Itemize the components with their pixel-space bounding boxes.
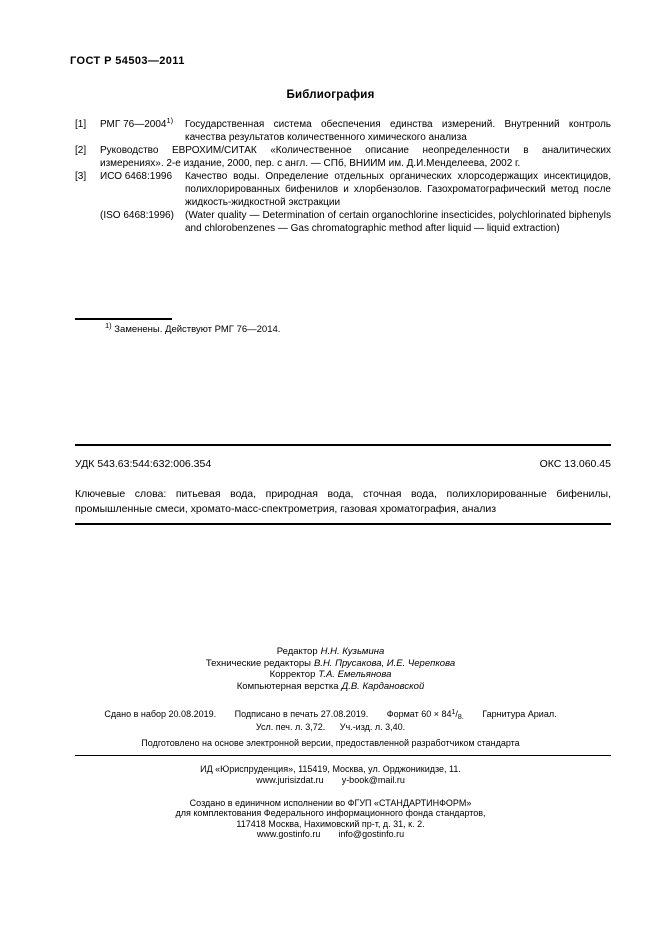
bibliography-entry-1 bbox=[75, 118, 611, 144]
entry-description-english: (Water quality — Determination of certain organochlorine insecticides, polychlorinated biphenyls and chlorobenzenes — Gas chromatographic method after liquid — liquid extraction) bbox=[185, 210, 611, 234]
footnote-text: Заменены. Действуют РМГ 76—2014. bbox=[111, 324, 281, 335]
footnote-separator-rule bbox=[75, 318, 172, 320]
producer-line-1: Создано в единичном исполнении во ФГУП «СТАНДАРТИНФОРМ» bbox=[189, 798, 472, 808]
imprint-format-denominator: 8. bbox=[457, 714, 464, 721]
imprint-format bbox=[387, 709, 464, 719]
producer-address: 117418 Москва, Нахимовский пр-т, д. 31, к. 2. bbox=[236, 818, 425, 829]
credit-line-layout bbox=[0, 681, 661, 693]
credit-role: Технические редакторы bbox=[205, 657, 311, 669]
credit-role: Корректор bbox=[269, 669, 316, 681]
entry-number: [2] bbox=[75, 145, 87, 156]
classification-top-rule bbox=[75, 444, 611, 446]
credit-line-technical-editors bbox=[0, 658, 661, 670]
entry-edition: 2-е издание, 2000, пер. с англ. — СПб, ВНИИМ им. Д.И.Менделеева, 2002 г. bbox=[166, 158, 521, 169]
designation-text: РМГ 76—2004 bbox=[100, 119, 167, 130]
page-title: Библиография bbox=[286, 89, 375, 101]
entry-designation-english: (ISO 6468:1996) bbox=[100, 210, 174, 221]
document-code: ГОСТ Р 54503—2011 bbox=[70, 55, 185, 67]
entry-designation bbox=[100, 118, 185, 131]
entry-description bbox=[100, 144, 611, 170]
publisher-website: www.jurisizdat.ru bbox=[256, 774, 324, 785]
entry-description: Государственная система обеспечения единства измерений. Внутренний контроль качества результатов количественного химического анализа bbox=[185, 119, 611, 143]
credit-role: Компьютерная верстка bbox=[236, 681, 339, 693]
credit-names: Д.В. Кардановской bbox=[341, 681, 425, 693]
entry-number: [3] bbox=[75, 171, 87, 182]
footnote-marker: 1) bbox=[105, 321, 112, 330]
bibliography-entry-2 bbox=[75, 144, 611, 170]
bibliography-entry-3-english bbox=[75, 209, 611, 235]
credit-role: Редактор bbox=[276, 646, 318, 657]
credit-names: Т.А. Емельянова bbox=[318, 669, 392, 681]
entry-description: Качество воды. Определение отдельных органических хлорсодержащих инсектицидов, полихлорированных бифенилов и хлорбензолов. Газохроматографический метод после жидкость-жидкостной экстракции bbox=[185, 171, 611, 208]
udk-code: УДК 543.63:544:632:006.354 bbox=[75, 458, 212, 470]
footnote bbox=[75, 321, 611, 335]
oks-code: ОКС 13.060.45 bbox=[539, 458, 611, 470]
credit-line-editor bbox=[0, 646, 661, 658]
imprint-line-1 bbox=[0, 709, 661, 719]
publisher-block bbox=[0, 764, 661, 785]
classification-row bbox=[75, 458, 611, 470]
credit-names: Н.Н. Кузьмина bbox=[320, 646, 385, 657]
producer-block bbox=[0, 798, 661, 840]
imprint-format-numerator: 1 bbox=[451, 709, 456, 716]
entry-title: Руководство ЕВРОХИМ/СИТАК «Количественное описание неопределенности в аналитических измерениях». bbox=[100, 145, 611, 169]
keywords-paragraph: Ключевые слова: питьевая вода, природная вода, сточная вода, полихлорированные бифенилы, промышленные смеси, хромато-масс-спектрометрия, газовая хроматография, анализ bbox=[75, 488, 611, 515]
bibliography-list bbox=[75, 118, 611, 235]
imprint-typeface: Гарнитура Ариал. bbox=[482, 709, 557, 719]
imprint-conventional-sheets: Усл. печ. л. 3,72. bbox=[255, 722, 326, 732]
prepared-note: Подготовлено на основе электронной версии, предоставленной разработчиком стандарта bbox=[141, 738, 520, 748]
credit-line-proofreader bbox=[0, 669, 661, 681]
classification-bottom-rule bbox=[75, 523, 611, 525]
credit-names: В.Н. Прусакова, И.Е. Черепкова bbox=[313, 657, 456, 669]
footnote-reference-mark: 1) bbox=[166, 116, 174, 125]
imprint-submitted: Сдано в набор 20.08.2019. bbox=[104, 709, 217, 719]
producer-contacts bbox=[0, 829, 661, 839]
publisher-separator-rule bbox=[75, 755, 611, 756]
producer-email: info@gostinfo.ru bbox=[338, 829, 405, 840]
publisher-email: y-book@mail.ru bbox=[341, 774, 405, 785]
bibliography-entry-3 bbox=[75, 170, 611, 209]
publisher-contacts bbox=[0, 775, 661, 786]
imprint-line-2 bbox=[0, 722, 661, 732]
publisher-address: ИД «Юриспруденция», 115419, Москва, ул. Орджоникидзе, 11. bbox=[200, 764, 461, 774]
producer-website: www.gostinfo.ru bbox=[256, 829, 321, 840]
entry-number: [1] bbox=[75, 119, 87, 130]
imprint-format-base: Формат 60 × 84 bbox=[386, 709, 452, 719]
imprint-format-slash: / bbox=[455, 709, 458, 719]
imprint-publishing-sheets: Уч.-изд. л. 3,40. bbox=[339, 722, 406, 732]
editorial-credits bbox=[0, 646, 661, 693]
producer-line-2: для комплектования Федерального информационного фонда стандартов, bbox=[175, 808, 486, 819]
entry-designation: ИСО 6468:1996 bbox=[100, 171, 173, 182]
imprint-signed: Подписано в печать 27.08.2019. bbox=[234, 709, 369, 719]
